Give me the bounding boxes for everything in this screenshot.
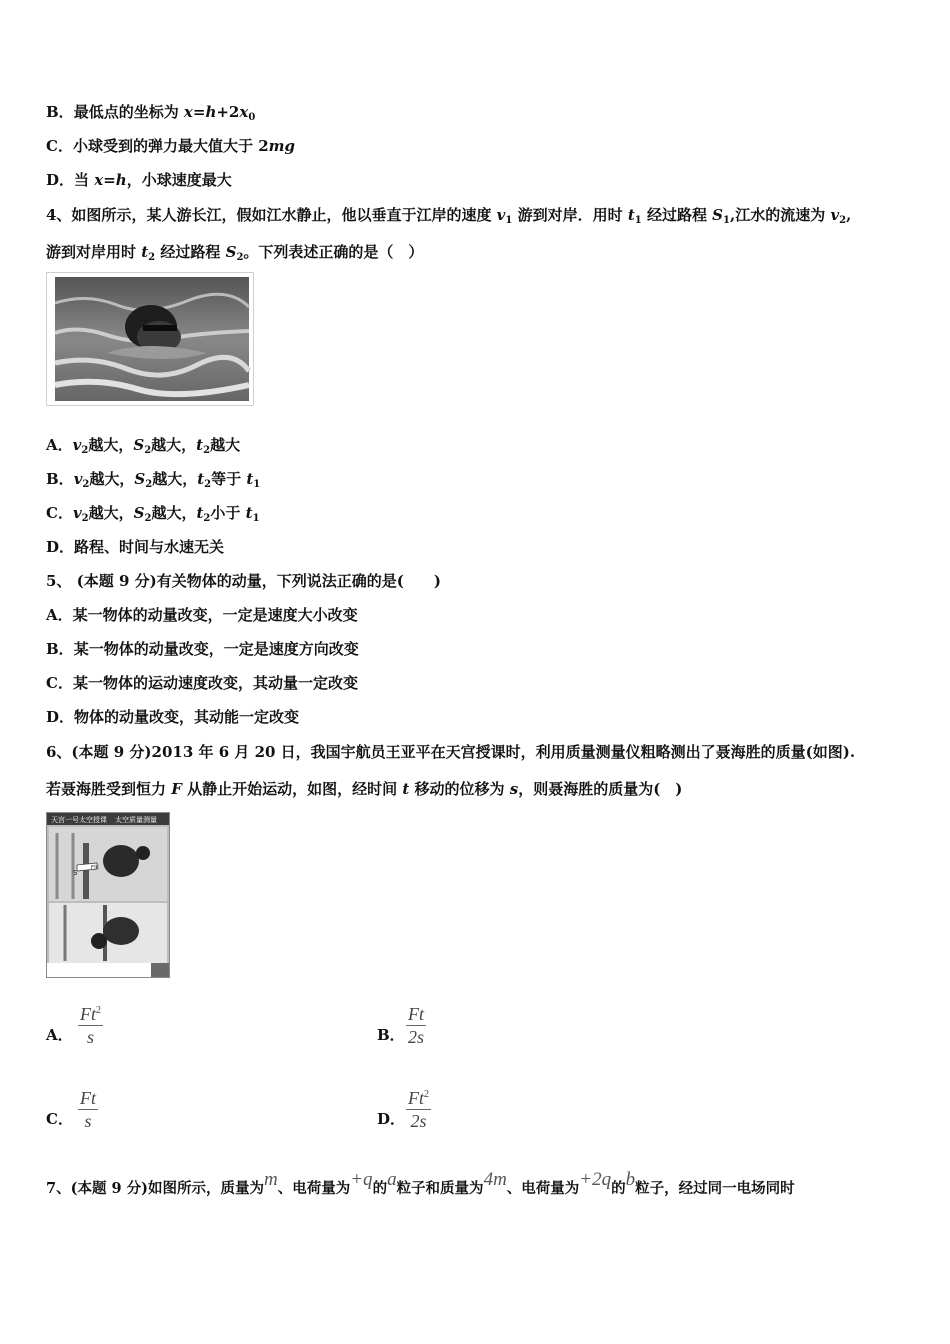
q5-stem: 5、 (本题 9 分)有关物体的动量，下列说法正确的是( ): [46, 572, 441, 590]
q5-option-a: A．某一物体的动量改变，一定是速度大小改变: [46, 606, 358, 624]
mass-measurement-figure: [46, 812, 170, 978]
q4-option-b: B．$v_2$越大，$S_2$越大，$t_2$等于 $t_1$: [46, 470, 261, 490]
figure-label-f: F恒: [91, 865, 99, 871]
q4-option-c: C．$v_2$越大，$S_2$越大，$t_2$小于 $t_1$: [46, 504, 260, 524]
q6-option-c-letter: C．: [46, 1110, 73, 1128]
q4-option-a: A．$v_2$越大，$S_2$越大，$t_2$越大: [46, 436, 241, 456]
q4-stem-line2: 游到对岸用时 $t_2$ 经过路程 $S_2$。下列表述正确的是（ ）: [46, 243, 424, 263]
q4-stem-line1: 4、如图所示，某人游长江，假如江水静止，他以垂直于江岸的速度 $v_1$ 游到对岸．用时 $t_1$ 经过路程 $S_1$,江水的流速为 $v_2$,: [46, 206, 852, 226]
figure-caption-right: 太空质量测量: [115, 816, 157, 824]
q6-option-b-letter: B．: [377, 1026, 405, 1044]
q6-stem-line1: 6、(本题 9 分)2013 年 6 月 20 日，我国宇航员王亚平在天宫授课时，利用质量测量仪粗略测出了聂海胜的质量(如图).: [46, 743, 856, 761]
q4-option-d: D．路程、时间与水速无关: [46, 538, 225, 556]
figure-caption-left: 天宫一号太空授课: [51, 816, 107, 824]
q6-option-c-fraction: $\frac{Ft}{s}$: [78, 1084, 98, 1132]
q3-option-d: D．当 x=h，小球速度最大: [46, 171, 232, 189]
q3-option-c: C．小球受到的弹力最大值大于 2mg: [46, 137, 295, 155]
q6-option-d-fraction: $\frac{Ft^2}{2s}$: [406, 1084, 431, 1132]
q6-option-d-letter: D．: [377, 1110, 406, 1128]
figure-label-s: S: [73, 869, 78, 877]
q6-option-a-fraction: $\frac{Ft^2}{s}$: [78, 1000, 103, 1048]
q5-option-b: B．某一物体的动量改变，一定是速度方向改变: [46, 640, 359, 658]
q6-stem-line2: 若聂海胜受到恒力 F 从静止开始运动，如图，经时间 t 移动的位移为 s，则聂海胜的质量为( ): [46, 780, 683, 798]
q7-stem: 7、(本题 9 分)如图所示，质量为m、电荷量为+q的a粒子和质量为4m、电荷量为+2q的b粒子，经过同一电场同时: [46, 1169, 795, 1197]
q5-option-c: C．某一物体的运动速度改变，其动量一定改变: [46, 674, 358, 692]
q5-option-d: D．物体的动量改变，其动能一定改变: [46, 708, 300, 726]
q3-option-b: B．最低点的坐标为 $x=h+2x_0$: [46, 103, 256, 123]
q6-option-b-fraction: $\frac{Ft}{2s}$: [406, 1000, 426, 1048]
q6-option-a-letter: A．: [46, 1026, 73, 1044]
swimmer-photo: [46, 272, 254, 406]
